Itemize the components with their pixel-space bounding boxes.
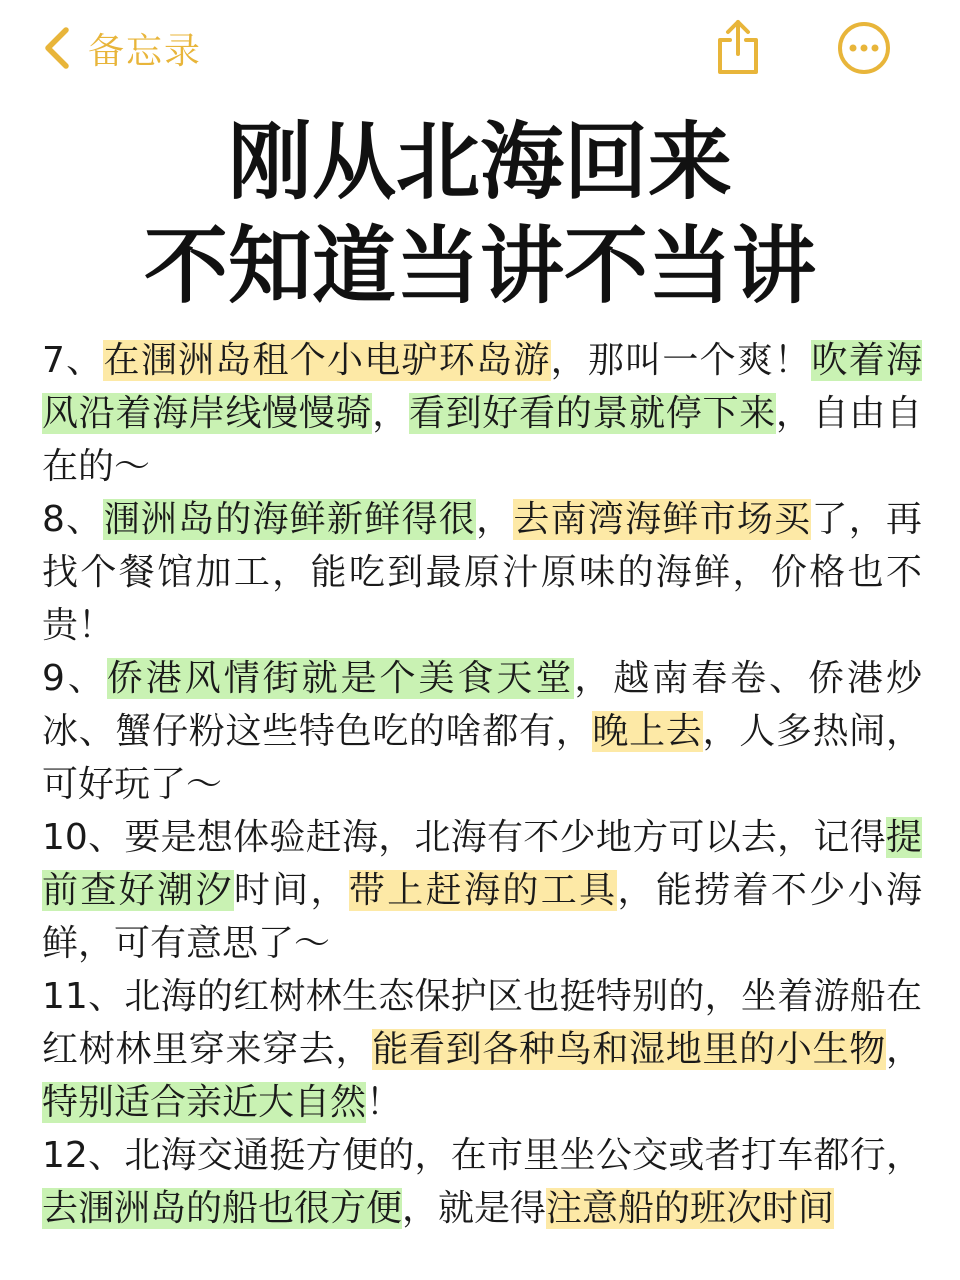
note-paragraph <box>42 652 922 811</box>
note-paragraph <box>42 970 922 1129</box>
paragraph-text: ，越南春卷、侨港炒冰、蟹仔粉这些特色吃的啥都有， <box>42 658 922 752</box>
highlight-green: 看到好看的景就停下来 <box>408 393 776 434</box>
title-line-2: 不知道当讲不当讲 <box>143 217 816 315</box>
paragraph-text: 12、北海交通挺方便的，在市里坐公交或者打车都行， <box>42 1135 922 1176</box>
paragraph-text: 7、 <box>42 340 104 381</box>
paragraph-text: ，就是得 <box>402 1188 547 1229</box>
paragraph-text: 8、 <box>42 499 104 540</box>
paragraph-text: 时间， <box>233 870 349 911</box>
title-line-1: 刚从北海回来 <box>227 113 732 211</box>
paragraph-text: ， <box>476 499 514 540</box>
paragraph-text: ，那叫一个爽！ <box>550 340 812 381</box>
paragraph-text: ， <box>885 1029 922 1070</box>
highlight-yellow: 带上赶海的工具 <box>348 870 618 911</box>
note-paragraph <box>42 811 922 970</box>
highlight-yellow: 晚上去 <box>592 711 703 752</box>
highlight-green: 去涠洲岛的船也很方便 <box>42 1188 403 1229</box>
highlight-green: 涠洲岛的海鲜新鲜得很 <box>103 499 477 540</box>
paragraph-text: ！ <box>366 1082 403 1123</box>
paragraph-text: 9、 <box>42 658 107 699</box>
highlight-yellow: 去南湾海鲜市场买 <box>513 499 812 540</box>
highlight-green: 提前查好潮汐 <box>42 817 922 911</box>
more-options-icon[interactable] <box>836 20 892 76</box>
note-paragraph <box>42 1129 922 1235</box>
paragraph-text: ，自由自在的～ <box>42 393 922 487</box>
highlight-yellow: 在涠洲岛租个小电驴环岛游 <box>103 340 551 381</box>
paragraph-text: ，能捞着不少小海鲜，可有意思了～ <box>42 870 922 964</box>
note-body <box>42 334 922 1235</box>
share-icon[interactable] <box>712 18 764 78</box>
back-button[interactable] <box>40 22 202 74</box>
highlight-green: 特别适合亲近大自然 <box>42 1082 367 1123</box>
navigation-bar <box>0 0 960 100</box>
note-paragraph <box>42 493 922 652</box>
highlight-green: 吹着海风沿着海岸线慢慢骑 <box>42 340 922 434</box>
note-paragraph <box>42 334 922 493</box>
paragraph-text: 10、要是想体验赶海，北海有不少地方可以去，记得 <box>42 817 886 858</box>
chevron-left-icon <box>40 24 74 72</box>
paragraph-text: 11、北海的红树林生态保护区也挺特别的，坐着游船在红树林里穿来穿去， <box>42 976 922 1070</box>
back-label: 备忘录 <box>88 30 203 72</box>
paragraph-text: 了，再找个餐馆加工，能吃到最原汁原味的海鲜，价格也不贵！ <box>42 499 922 646</box>
highlight-yellow: 注意船的班次时间 <box>546 1188 835 1229</box>
page-title <box>0 110 960 318</box>
highlight-yellow: 能看到各种鸟和湿地里的小生物 <box>372 1029 886 1070</box>
highlight-green: 侨港风情街就是个美食天堂 <box>106 658 575 699</box>
paragraph-text: ，人多热闹，可好玩了～ <box>42 711 922 805</box>
paragraph-text: ， <box>372 393 409 434</box>
